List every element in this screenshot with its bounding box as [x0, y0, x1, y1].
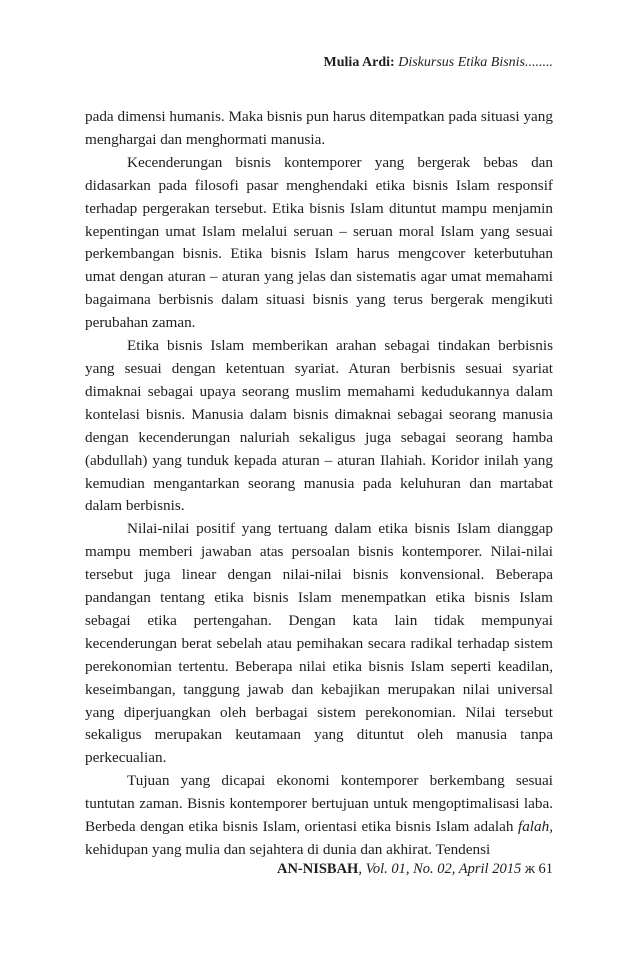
paragraph-text: Etika bisnis Islam memberikan arahan sebagai tindakan berbisnis yang sesuai dengan ketentuan syariat. Aturan berbisnis sesuai syariat dimaknai sebagai upaya seorang muslim memahami kedudukannya dalam kontelasi bisnis. Manusia dalam bisnis dimaknai sebagai seorang manusia dengan kecenderungan naluriah sekaligus juga sebagai seorang hamba (abdullah) yang tunduk kepada aturan – aturan Ilahiah. Koridor inilah yang kemudian mengantarkan seorang manusia pada keluhuran dan martabat dalam berbisnis.	[85, 337, 553, 515]
body-text	[85, 106, 553, 862]
footer-issue: , Vol. 01, No. 02, April 2015	[358, 861, 522, 877]
header-author: Mulia Ardi:	[323, 55, 395, 70]
page-number: 61	[538, 861, 553, 877]
running-footer	[277, 861, 553, 878]
paragraph	[85, 770, 553, 862]
footer-symbol: ж	[524, 861, 535, 877]
paragraph	[85, 106, 553, 152]
paragraph	[85, 518, 553, 770]
paragraph-text: , kehidupan yang mulia dan sejahtera di dunia dan akhirat. Tendensi	[85, 818, 553, 858]
paragraph-text: Tujuan yang dicapai ekonomi kontemporer berkembang sesuai tuntutan zaman. Bisnis kontemporer bertujuan untuk mengoptimalisasi laba. Berbeda dengan etika bisnis Islam, orientasi etika bisnis Islam adalah	[85, 772, 553, 836]
footer-journal: AN-NISBAH	[276, 861, 359, 877]
paragraph-text: Nilai-nilai positif yang tertuang dalam etika bisnis Islam dianggap mampu memberi jawaban atas persoalan bisnis kontemporer. Nilai-nilai tersebut juga linear dengan nilai-nilai bisnis konvensional. Beberapa pandangan tentang etika bisnis Islam menempatkan etika bisnis Islam sebagai etika pertengahan. Dengan kata lain tidak mempunyai kecenderungan berat sebelah atau pemihakan secara radikal terhadap sistem perekonomian tertentu. Beberapa nilai etika bisnis Islam seperti keadilan, keseimbangan, tanggung jawab dan kebajikan merupakan nilai universal yang diperjuangkan oleh berbagai sistem perekonomian. Nilai tersebut sekaligus merupakan keutamaan yang dituntut oleh manusia tanpa perkecualian.	[85, 520, 553, 767]
running-header	[324, 55, 553, 71]
paragraph	[85, 335, 553, 518]
paragraph	[85, 152, 553, 335]
paragraph-text: Kecenderungan bisnis kontemporer yang bergerak bebas dan didasarkan pada filosofi pasar menghendaki etika bisnis Islam responsif terhadap pergerakan tersebut. Etika bisnis Islam dituntut mampu menjamin kepentingan umat Islam melalui seruan – seruan moral Islam yang sesuai perkembangan bisnis. Etika bisnis Islam harus mengcover keterbutuhan umat dengan aturan – aturan yang jelas dan sistematis agar umat memahami bagaimana berbisnis dalam situasi bisnis yang terus bergerak mengikuti perubahan zaman.	[85, 153, 553, 332]
paragraph-text: pada dimensi humanis. Maka bisnis pun harus ditempatkan pada situasi yang menghargai dan menghormati manusia.	[85, 108, 553, 148]
header-title: Diskursus Etika Bisnis........	[398, 55, 553, 70]
italic-term: falah	[517, 818, 550, 836]
